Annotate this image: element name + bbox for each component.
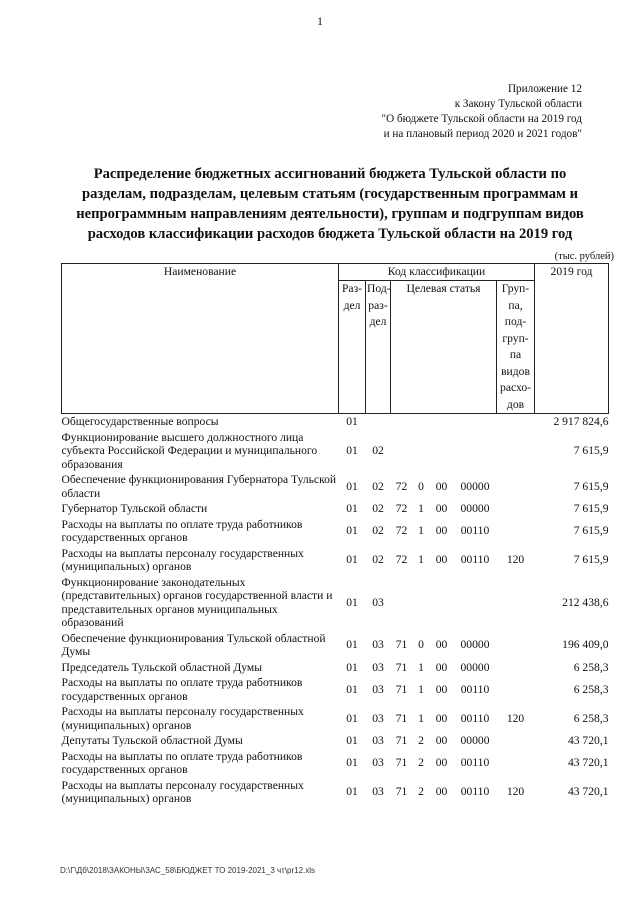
row-t1: 71 [395, 682, 408, 696]
row-vr [497, 414, 535, 430]
row-pr: 02 [372, 444, 384, 457]
row-name: Председатель Тульской областной Думы [61, 660, 263, 674]
row-t3: 00 [435, 660, 448, 674]
table-row [62, 517, 609, 546]
row-pr [366, 414, 391, 430]
row-pr: 03 [372, 756, 384, 770]
row-amount: 6 258,3 [573, 660, 609, 674]
row-name: Функционирование высшего должностного лица субъекта Российской Федерации и муниципального образования [61, 430, 318, 471]
row-amount: 43 720,1 [567, 785, 609, 799]
row-vr [497, 631, 535, 660]
row-amount: 43 720,1 [567, 756, 609, 770]
table-row [62, 546, 609, 575]
units-label: (тыс. рублей) [554, 251, 614, 262]
row-vr [497, 575, 535, 631]
row-amount: 6 258,3 [573, 682, 609, 696]
row-t1: 72 [395, 502, 408, 515]
row-t1 [391, 575, 413, 631]
header-subsection: Под- раз- дел [366, 281, 391, 414]
budget-table [61, 263, 609, 807]
row-vr [497, 430, 535, 473]
row-t2: 1 [418, 553, 424, 567]
row-pr: 03 [372, 660, 384, 674]
row-t4: 00110 [460, 553, 490, 567]
row-name: Функционирование законодательных (представительных) органов государственной власти и представительных органов муниципальных образований [61, 575, 333, 629]
row-amount: 212 438,6 [562, 595, 609, 609]
row-t4: 00000 [460, 479, 490, 493]
row-r: 01 [346, 553, 358, 567]
file-path-footer: D:\Г\Дб\2018\ЗАКОНЫ\ЗАС_58\БЮДЖЕТ ТО 2019-2021_3 чт\pr12.xls [60, 866, 316, 875]
row-t4: 00000 [460, 734, 490, 747]
row-r: 01 [346, 785, 358, 799]
row-vr [497, 501, 535, 517]
row-r: 01 [346, 502, 358, 515]
row-r: 01 [346, 711, 358, 725]
row-pr: 02 [372, 524, 384, 538]
row-t1 [391, 430, 413, 473]
row-t4: 00110 [460, 524, 490, 538]
row-t3: 00 [435, 785, 448, 799]
row-name: Расходы на выплаты персоналу государственных (муниципальных) органов [61, 546, 304, 573]
row-t3: 00 [435, 682, 448, 696]
row-amount: 7 615,9 [573, 479, 609, 493]
row-name: Расходы на выплаты персоналу государственных (муниципальных) органов [61, 705, 304, 732]
row-vr: 120 [506, 711, 525, 725]
row-r: 01 [346, 682, 358, 696]
row-amount: 7 615,9 [573, 444, 609, 457]
row-name: Губернатор Тульской области [61, 502, 208, 515]
row-name: Общегосударственные вопросы [61, 415, 219, 428]
header-group: Груп- па, под- груп- па видов расхо- дов [497, 281, 535, 414]
row-t3 [430, 414, 454, 430]
row-t4: 00110 [460, 785, 490, 799]
row-t4: 00000 [460, 638, 490, 652]
appendix-reference [322, 82, 582, 142]
row-t1: 71 [395, 660, 408, 674]
row-pr: 03 [372, 682, 384, 696]
table-row [62, 472, 609, 501]
header-year: 2019 год [535, 264, 609, 414]
row-t1: 71 [395, 734, 408, 747]
appendix-line: к Закону Тульской области [454, 98, 582, 110]
appendix-line: Приложение 12 [507, 83, 582, 95]
row-t2 [413, 575, 430, 631]
table-row [62, 778, 609, 807]
row-t2 [413, 430, 430, 473]
row-pr: 03 [372, 785, 384, 799]
row-vr [497, 749, 535, 778]
header-target: Целевая статья [391, 281, 497, 414]
row-name: Расходы на выплаты по оплате труда работников государственных органов [61, 676, 303, 703]
row-vr: 120 [506, 553, 525, 567]
table-body [62, 414, 609, 807]
row-name: Обеспечение функционирования Губернатора Тульской области [61, 473, 337, 500]
row-amount: 7 615,9 [573, 502, 609, 515]
row-pr: 02 [372, 502, 384, 515]
header-section: Раз- дел [339, 281, 366, 414]
row-t4: 00000 [460, 502, 490, 515]
row-t2 [413, 414, 430, 430]
row-t4: 00110 [460, 682, 490, 696]
row-amount: 7 615,9 [573, 524, 609, 538]
row-vr [497, 675, 535, 704]
row-name: Расходы на выплаты по оплате труда работников государственных органов [61, 749, 303, 776]
row-pr: 03 [372, 711, 384, 725]
row-amount: 7 615,9 [573, 553, 609, 567]
table-row [62, 414, 609, 430]
row-t3: 00 [435, 479, 448, 493]
row-t1: 72 [395, 479, 408, 493]
row-t1: 72 [395, 524, 408, 538]
row-amount: 196 409,0 [562, 638, 609, 652]
row-t3: 00 [435, 638, 448, 652]
table-row [62, 675, 609, 704]
row-pr: 03 [372, 734, 384, 747]
appendix-line: "О бюджете Тульской области на 2019 год [381, 113, 582, 125]
row-t4: 00000 [460, 660, 490, 674]
row-t1: 71 [395, 638, 408, 652]
row-t3: 00 [435, 502, 448, 515]
row-t4 [454, 575, 497, 631]
table-row [62, 575, 609, 631]
row-r: 01 [346, 444, 358, 457]
row-amount: 43 720,1 [567, 734, 609, 747]
row-t1 [391, 414, 413, 430]
row-amount: 2 917 824,6 [553, 415, 609, 428]
row-t4: 00110 [460, 756, 490, 770]
row-r: 01 [346, 415, 358, 428]
header-name: Наименование [62, 264, 339, 414]
row-t1: 72 [395, 553, 408, 567]
row-t1: 71 [395, 756, 408, 770]
table-row [62, 430, 609, 473]
row-r: 01 [346, 734, 358, 747]
row-t4 [454, 430, 497, 473]
row-r: 01 [346, 595, 358, 609]
row-pr: 03 [372, 638, 384, 652]
row-vr [497, 660, 535, 676]
table-row [62, 660, 609, 676]
row-vr [497, 472, 535, 501]
row-vr [497, 733, 535, 749]
table-row [62, 631, 609, 660]
row-t2: 0 [418, 479, 424, 493]
table-row [62, 733, 609, 749]
row-t2: 1 [418, 660, 424, 674]
row-name: Депутаты Тульской областной Думы [61, 734, 243, 747]
row-t3: 00 [435, 734, 448, 747]
table-row [62, 501, 609, 517]
row-t2: 2 [418, 756, 424, 770]
row-t1: 71 [395, 711, 408, 725]
row-name: Расходы на выплаты по оплате труда работников государственных органов [61, 517, 303, 544]
row-t3: 00 [435, 711, 448, 725]
row-t1: 71 [395, 785, 408, 799]
row-pr: 02 [372, 553, 384, 567]
row-amount: 6 258,3 [573, 711, 609, 725]
row-r: 01 [346, 638, 358, 652]
row-t3 [430, 575, 454, 631]
row-t2: 1 [418, 502, 424, 515]
row-t3: 00 [435, 756, 448, 770]
row-t2: 1 [418, 524, 424, 538]
row-name: Обеспечение функционирования Тульской областной Думы [61, 631, 326, 658]
table-row [62, 704, 609, 733]
page-number: 1 [317, 14, 323, 28]
row-t2: 1 [418, 711, 424, 725]
row-vr [497, 517, 535, 546]
row-t2: 2 [418, 785, 424, 799]
header-code: Код классификации [339, 264, 535, 281]
row-t2: 0 [418, 638, 424, 652]
row-r: 01 [346, 756, 358, 770]
row-t4 [454, 414, 497, 430]
row-pr: 03 [372, 595, 384, 609]
row-name: Расходы на выплаты персоналу государственных (муниципальных) органов [61, 778, 304, 805]
row-t2: 2 [418, 734, 424, 747]
appendix-line: и на плановый период 2020 и 2021 годов" [383, 128, 582, 140]
row-r: 01 [346, 524, 358, 538]
row-r: 01 [346, 479, 358, 493]
row-t2: 1 [418, 682, 424, 696]
row-t3 [430, 430, 454, 473]
row-t3: 00 [435, 524, 448, 538]
document-title: Распределение бюджетных ассигнований бюджета Тульской области по разделам, подразделам, целевым статьям (государственным программам и непрограммным направлениям деятельности), группам и подгруппам видов расходов классификации расходов бюджета Тульской области на 2019 год [76, 166, 584, 242]
row-r: 01 [346, 660, 358, 674]
row-t4: 00110 [460, 711, 490, 725]
table-row [62, 749, 609, 778]
row-vr: 120 [506, 785, 525, 799]
row-pr: 02 [372, 479, 384, 493]
row-t3: 00 [435, 553, 448, 567]
